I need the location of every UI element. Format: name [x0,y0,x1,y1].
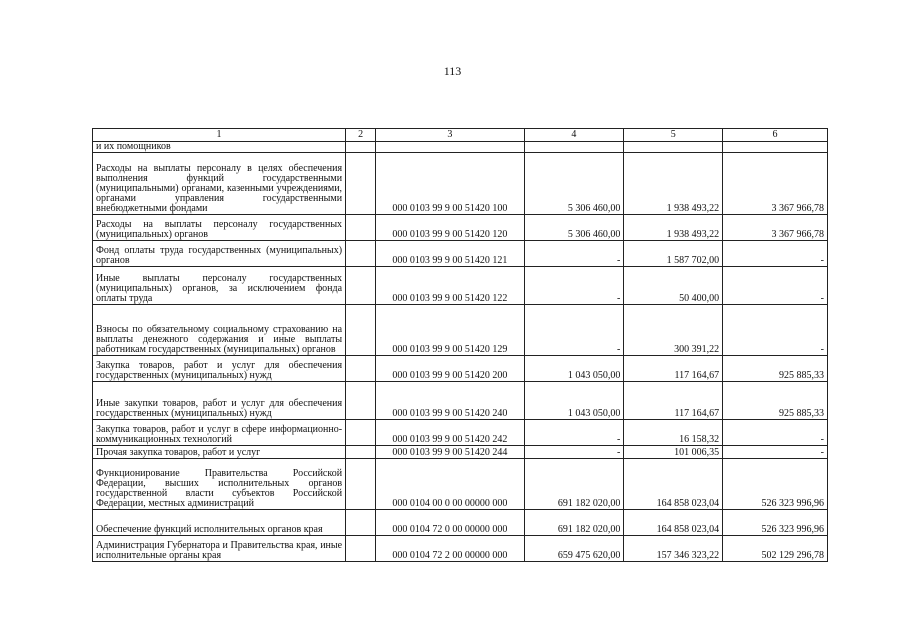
table-row [93,536,828,562]
row-col2 [346,142,376,153]
row-name: Иные закупки товаров, работ и услуг для обеспечения государственных (муниципальных) нужд [93,382,346,420]
table-row [93,420,828,446]
row-value-5: 50 400,00 [624,267,723,305]
row-value-4: - [524,446,624,459]
row-value-5: 164 858 023,04 [624,459,723,510]
row-value-4: 659 475 620,00 [524,536,624,562]
row-value-4: - [524,267,624,305]
row-value-5: 1 938 493,22 [624,215,723,241]
table-row [93,510,828,536]
row-name: и их помощников [93,142,346,153]
row-value-4: 1 043 050,00 [524,356,624,382]
row-name: Фонд оплаты труда государственных (муниципальных) органов [93,241,346,267]
row-col2 [346,382,376,420]
row-name: Закупка товаров, работ и услуг для обеспечения государственных (муниципальных) нужд [93,356,346,382]
row-name: Взносы по обязательному социальному страхованию на выплаты денежного содержания и иные выплаты работникам государственных (муниципальных) органов [93,305,346,356]
row-value-5: 1 938 493,22 [624,153,723,215]
column-number-row [93,129,828,142]
row-col2 [346,459,376,510]
row-code: 000 0104 00 0 00 00000 000 [376,459,524,510]
row-col2 [346,536,376,562]
row-value-5: 101 006,35 [624,446,723,459]
column-header: 2 [346,129,376,142]
row-value-5: 1 587 702,00 [624,241,723,267]
row-col2 [346,267,376,305]
row-code: 000 0103 99 9 00 51420 240 [376,382,524,420]
table-row [93,267,828,305]
row-value-5: 164 858 023,04 [624,510,723,536]
row-col2 [346,153,376,215]
row-col2 [346,215,376,241]
table-row [93,215,828,241]
column-header: 6 [723,129,828,142]
row-value-6: - [723,420,828,446]
row-value-6: - [723,446,828,459]
row-name: Иные выплаты персоналу государственных (муниципальных) органов, за исключением фонда оплаты труда [93,267,346,305]
table-row [93,142,828,153]
row-value-5: 300 391,22 [624,305,723,356]
row-code: 000 0103 99 9 00 51420 122 [376,267,524,305]
row-value-6: 526 323 996,96 [723,510,828,536]
row-value-6: - [723,267,828,305]
row-value-5: 117 164,67 [624,356,723,382]
row-value-4: - [524,420,624,446]
row-name: Расходы на выплаты персоналу в целях обеспечения выполнения функций государственными (муниципальными) органами, казенными учреждениями, органами управления государственными внебюджетными фондами [93,153,346,215]
table-row [93,382,828,420]
row-col2 [346,356,376,382]
row-code: 000 0103 99 9 00 51420 244 [376,446,524,459]
row-code: 000 0103 99 9 00 51420 242 [376,420,524,446]
row-value-6: 526 323 996,96 [723,459,828,510]
table-row [93,241,828,267]
row-code: 000 0103 99 9 00 51420 120 [376,215,524,241]
row-value-4: 1 043 050,00 [524,382,624,420]
row-code: 000 0103 99 9 00 51420 100 [376,153,524,215]
column-header: 3 [376,129,524,142]
row-code: 000 0103 99 9 00 51420 200 [376,356,524,382]
table-row [93,446,828,459]
row-value-6: 502 129 296,78 [723,536,828,562]
table-row [93,459,828,510]
row-col2 [346,420,376,446]
row-value-6: - [723,241,828,267]
row-code: 000 0104 72 0 00 00000 000 [376,510,524,536]
row-name: Функционирование Правительства Российской Федерации, высших исполнительных органов государственной власти субъектов Российской Федерации, местных администраций [93,459,346,510]
table-row [93,356,828,382]
row-value-5: 117 164,67 [624,382,723,420]
row-value-6: 925 885,33 [723,382,828,420]
row-col2 [346,446,376,459]
column-header: 5 [624,129,723,142]
row-name: Администрация Губернатора и Правительства края, иные исполнительные органы края [93,536,346,562]
table-row [93,153,828,215]
row-col2 [346,510,376,536]
row-value-4: 5 306 460,00 [524,153,624,215]
row-value-4: - [524,241,624,267]
page-number: 113 [443,64,462,78]
row-name: Обеспечение функций исполнительных органов края [93,510,346,536]
row-value-6: - [723,305,828,356]
row-value-6 [723,142,828,153]
row-col2 [346,305,376,356]
row-name: Закупка товаров, работ и услуг в сфере информационно-коммуникационных технологий [93,420,346,446]
row-value-6: 3 367 966,78 [723,153,828,215]
row-col2 [346,241,376,267]
column-header: 1 [93,129,346,142]
row-value-6: 925 885,33 [723,356,828,382]
column-header: 4 [524,129,624,142]
row-value-4: - [524,305,624,356]
row-code: 000 0104 72 2 00 00000 000 [376,536,524,562]
row-value-5 [624,142,723,153]
row-value-6: 3 367 966,78 [723,215,828,241]
row-value-4: 691 182 020,00 [524,510,624,536]
table-row [93,305,828,356]
row-value-5: 16 158,32 [624,420,723,446]
row-code: 000 0103 99 9 00 51420 129 [376,305,524,356]
row-name: Прочая закупка товаров, работ и услуг [93,446,346,459]
row-name: Расходы на выплаты персоналу государственных (муниципальных) органов [93,215,346,241]
row-code [376,142,524,153]
row-value-4: 691 182 020,00 [524,459,624,510]
row-code: 000 0103 99 9 00 51420 121 [376,241,524,267]
budget-table [92,128,828,562]
row-value-4: 5 306 460,00 [524,215,624,241]
row-value-4 [524,142,624,153]
row-value-5: 157 346 323,22 [624,536,723,562]
